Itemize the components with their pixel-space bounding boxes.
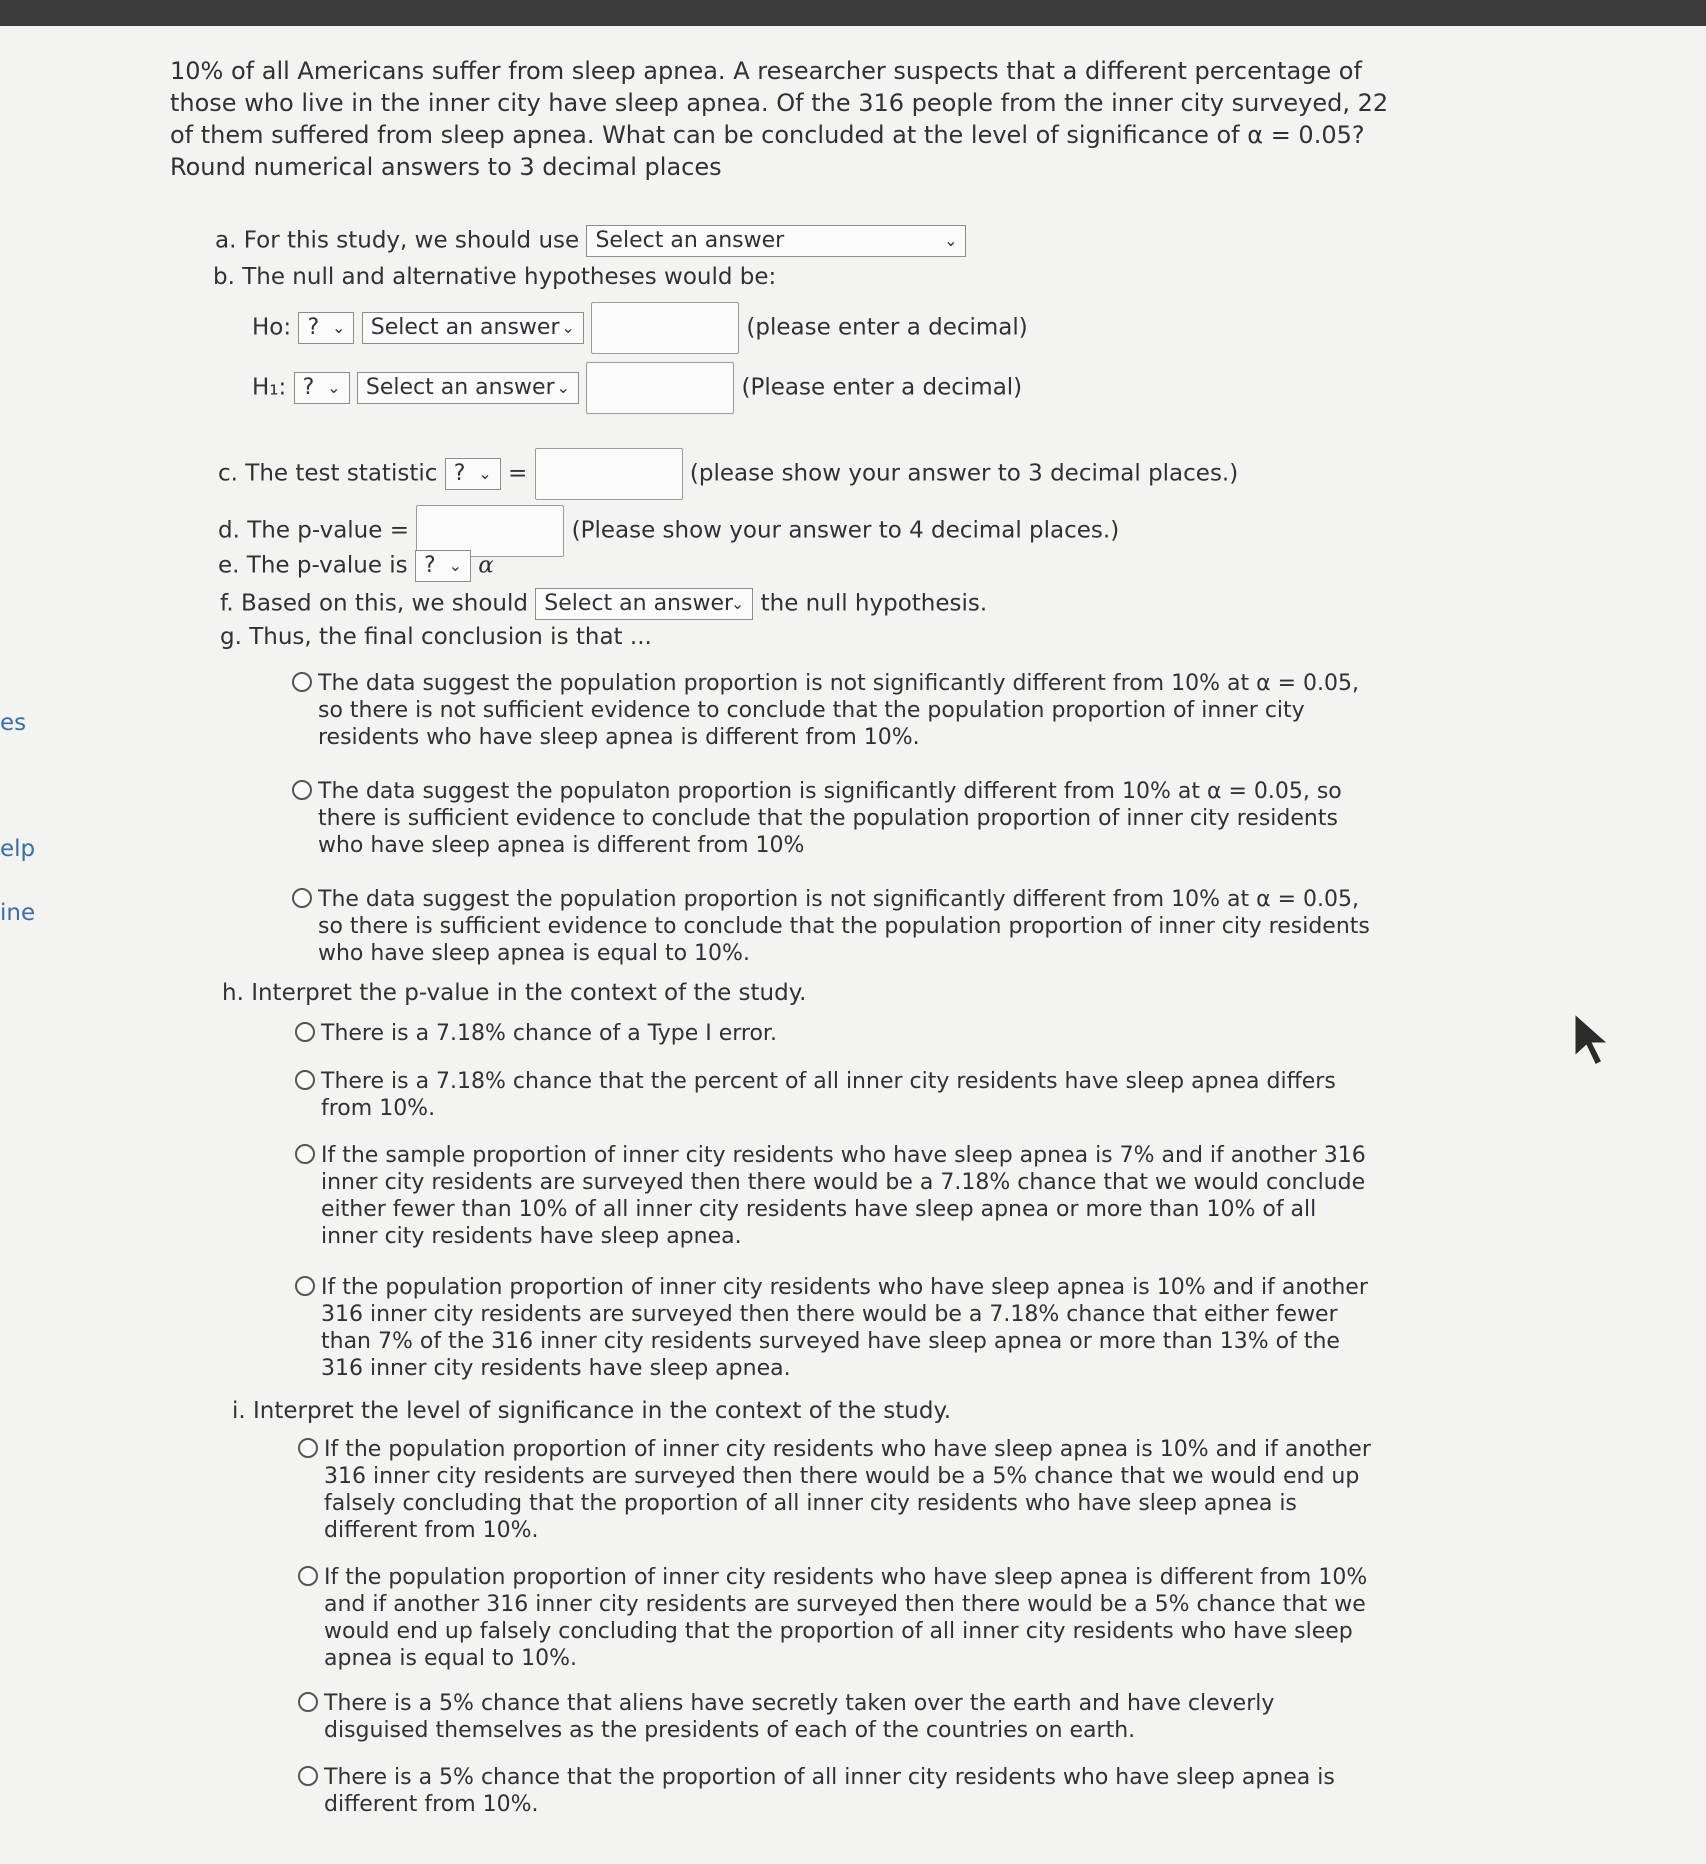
test-statistic-input[interactable] bbox=[535, 448, 683, 500]
significance-interpretation-text: There is a 5% chance that aliens have secretly taken over the earth and have cleverly disguised themselves as the presidents of each of the countries on earth. bbox=[324, 1691, 1275, 1743]
p-value-interpretation-option[interactable] bbox=[295, 1274, 1375, 1382]
radio-button-icon[interactable] bbox=[295, 1070, 315, 1090]
browser-top-bar bbox=[0, 0, 1706, 26]
radio-button-icon[interactable] bbox=[298, 1766, 318, 1786]
chevron-down-icon: ⌄ bbox=[730, 594, 745, 613]
decision-select[interactable] bbox=[535, 588, 753, 620]
part-f-prefix: f. Based on this, we should bbox=[220, 590, 528, 617]
chevron-down-icon: ⌄ bbox=[332, 318, 346, 337]
p-value-interpretation-text: If the population proportion of inner city residents who have sleep apnea is 10% and if another 316 inner city residents are surveyed then there would be a 7.18% chance that either fewer than 7% of the 316 inner city residents surveyed have sleep apnea or more than 13% of the 316 inner city residents have sleep apnea. bbox=[321, 1275, 1368, 1381]
test-statistic-select[interactable] bbox=[445, 458, 501, 490]
h0-parameter-value: Select an answer bbox=[370, 315, 560, 340]
sidebar-item-1[interactable]: es bbox=[0, 710, 27, 736]
h1-value-input[interactable] bbox=[586, 362, 734, 414]
radio-button-icon[interactable] bbox=[298, 1566, 318, 1586]
part-e bbox=[218, 550, 494, 582]
chevron-down-icon: ⌄ bbox=[561, 318, 575, 337]
part-g-label: g. Thus, the final conclusion is that ... bbox=[220, 624, 652, 650]
question-panel bbox=[170, 55, 1410, 221]
p-value-interpretation-option[interactable] bbox=[295, 1020, 1375, 1047]
part-a bbox=[215, 225, 966, 257]
mouse-cursor-icon bbox=[1570, 1010, 1620, 1070]
h1-parameter-value: Select an answer bbox=[365, 375, 555, 400]
radio-button-icon[interactable] bbox=[292, 888, 312, 908]
significance-interpretation-text: If the population proportion of inner city residents who have sleep apnea is 10% and if another 316 inner city residents are surveyed then there would be a 5% chance that we would end up falsely concluding that the proportion of all inner city residents who have sleep apnea is different from 10%. bbox=[324, 1437, 1371, 1543]
h1-parameter-select[interactable] bbox=[357, 372, 579, 404]
part-i-label: i. Interpret the level of significance in the context of the study. bbox=[232, 1398, 952, 1424]
radio-button-icon[interactable] bbox=[295, 1144, 315, 1164]
p-value-comparison-value: ? bbox=[423, 553, 436, 578]
p-value-comparison-select[interactable] bbox=[415, 550, 471, 582]
part-e-prefix: e. The p-value is bbox=[218, 552, 408, 579]
h0-label: Ho: bbox=[252, 314, 292, 341]
sidebar bbox=[0, 26, 40, 1864]
radio-button-icon[interactable] bbox=[295, 1276, 315, 1296]
equals-sign: = bbox=[508, 460, 528, 487]
chevron-down-icon: ⌄ bbox=[327, 378, 341, 397]
part-d-hint: (Please show your answer to 4 decimal places.) bbox=[571, 517, 1120, 544]
significance-interpretation-option[interactable] bbox=[298, 1436, 1378, 1544]
part-c bbox=[218, 448, 1238, 500]
h0-parameter-select[interactable] bbox=[362, 312, 584, 344]
radio-button-icon[interactable] bbox=[298, 1692, 318, 1712]
chevron-down-icon: ⌄ bbox=[478, 464, 492, 483]
study-type-select[interactable] bbox=[586, 225, 966, 257]
radio-button-icon[interactable] bbox=[295, 1022, 315, 1042]
part-a-prefix: a. For this study, we should use bbox=[215, 227, 580, 254]
part-f-suffix: the null hypothesis. bbox=[760, 590, 988, 617]
decision-select-value: Select an answer bbox=[544, 591, 734, 616]
significance-interpretation-text: There is a 5% chance that the proportion of all inner city residents who have sleep apnea is different from 10%. bbox=[324, 1765, 1335, 1817]
p-value-interpretation-text: There is a 7.18% chance that the percent of all inner city residents have sleep apnea differs from 10%. bbox=[321, 1069, 1336, 1121]
sidebar-item-3[interactable]: ine bbox=[0, 900, 36, 926]
h1-operator-value: ? bbox=[302, 375, 315, 400]
chevron-down-icon: ⌄ bbox=[944, 231, 958, 250]
conclusion-option-text: The data suggest the population proportion is not significantly different from 10% at α = 0.05, so there is sufficient evidence to conclude that the population proportion of inner city residents who have sleep apnea is equal to 10%. bbox=[318, 887, 1370, 966]
sidebar-item-2[interactable]: elp bbox=[0, 836, 36, 862]
h1-hint: (Please enter a decimal) bbox=[741, 374, 1023, 401]
part-d-prefix: d. The p-value = bbox=[218, 517, 409, 544]
significance-interpretation-option[interactable] bbox=[298, 1564, 1378, 1672]
part-c-hint: (please show your answer to 3 decimal places.) bbox=[689, 460, 1239, 487]
part-f bbox=[220, 588, 987, 620]
chevron-down-icon: ⌄ bbox=[556, 378, 570, 397]
radio-button-icon[interactable] bbox=[292, 672, 312, 692]
conclusion-option[interactable] bbox=[292, 778, 1372, 859]
h0-row bbox=[252, 302, 1028, 354]
study-type-select-value: Select an answer bbox=[595, 228, 785, 253]
conclusion-option[interactable] bbox=[292, 670, 1372, 751]
radio-button-icon[interactable] bbox=[298, 1438, 318, 1458]
p-value-interpretation-text: There is a 7.18% chance of a Type I error. bbox=[321, 1021, 777, 1046]
h0-hint: (please enter a decimal) bbox=[746, 314, 1028, 341]
part-c-prefix: c. The test statistic bbox=[218, 460, 438, 487]
conclusion-option-text: The data suggest the populaton proportion is significantly different from 10% at α = 0.05, so there is sufficient evidence to conclude that the population proportion of inner city residents who have sleep apnea is different from 10% bbox=[318, 779, 1342, 858]
p-value-interpretation-option[interactable] bbox=[295, 1068, 1375, 1122]
radio-button-icon[interactable] bbox=[292, 780, 312, 800]
test-statistic-select-value: ? bbox=[453, 461, 466, 486]
h0-operator-value: ? bbox=[307, 315, 320, 340]
h1-operator-select[interactable] bbox=[294, 372, 350, 404]
h0-operator-select[interactable] bbox=[298, 312, 354, 344]
alpha-symbol: α bbox=[478, 552, 494, 579]
significance-interpretation-text: If the population proportion of inner city residents who have sleep apnea is different from 10% and if another 316 inner city residents are surveyed then there would be a 5% chance that we would end up falsely concluding that the proportion of all inner city residents who have sleep apnea is equal to 10%. bbox=[324, 1565, 1368, 1671]
p-value-interpretation-text: If the sample proportion of inner city residents who have sleep apnea is 7% and if another 316 inner city residents are surveyed then there would be a 7.18% chance that we would conclude either fewer than 10% of all inner city residents have sleep apnea or more than 10% of all inner city residents have sleep apnea. bbox=[321, 1143, 1366, 1249]
p-value-interpretation-option[interactable] bbox=[295, 1142, 1375, 1250]
significance-interpretation-option[interactable] bbox=[298, 1764, 1378, 1818]
significance-interpretation-option[interactable] bbox=[298, 1690, 1378, 1744]
chevron-down-icon: ⌄ bbox=[448, 556, 462, 575]
part-b-label: b. The null and alternative hypotheses would be: bbox=[213, 264, 777, 290]
conclusion-option-text: The data suggest the population proportion is not significantly different from 10% at α = 0.05, so there is not sufficient evidence to conclude that the population proportion of inner city residents who have sleep apnea is different from 10%. bbox=[318, 671, 1359, 750]
h1-row bbox=[252, 362, 1022, 414]
part-h-label: h. Interpret the p-value in the context of the study. bbox=[222, 980, 807, 1006]
conclusion-option[interactable] bbox=[292, 886, 1372, 967]
h0-value-input[interactable] bbox=[591, 302, 739, 354]
question-text: 10% of all Americans suffer from sleep apnea. A researcher suspects that a different percentage of those who live in the inner city have sleep apnea. Of the 316 people from the inner city surveyed, 22 of them suffered from sleep apnea. What can be concluded at the level of significance of α = 0.05? Round numerical answers to 3 decimal places bbox=[170, 57, 1389, 181]
h1-label: H₁: bbox=[252, 374, 287, 401]
